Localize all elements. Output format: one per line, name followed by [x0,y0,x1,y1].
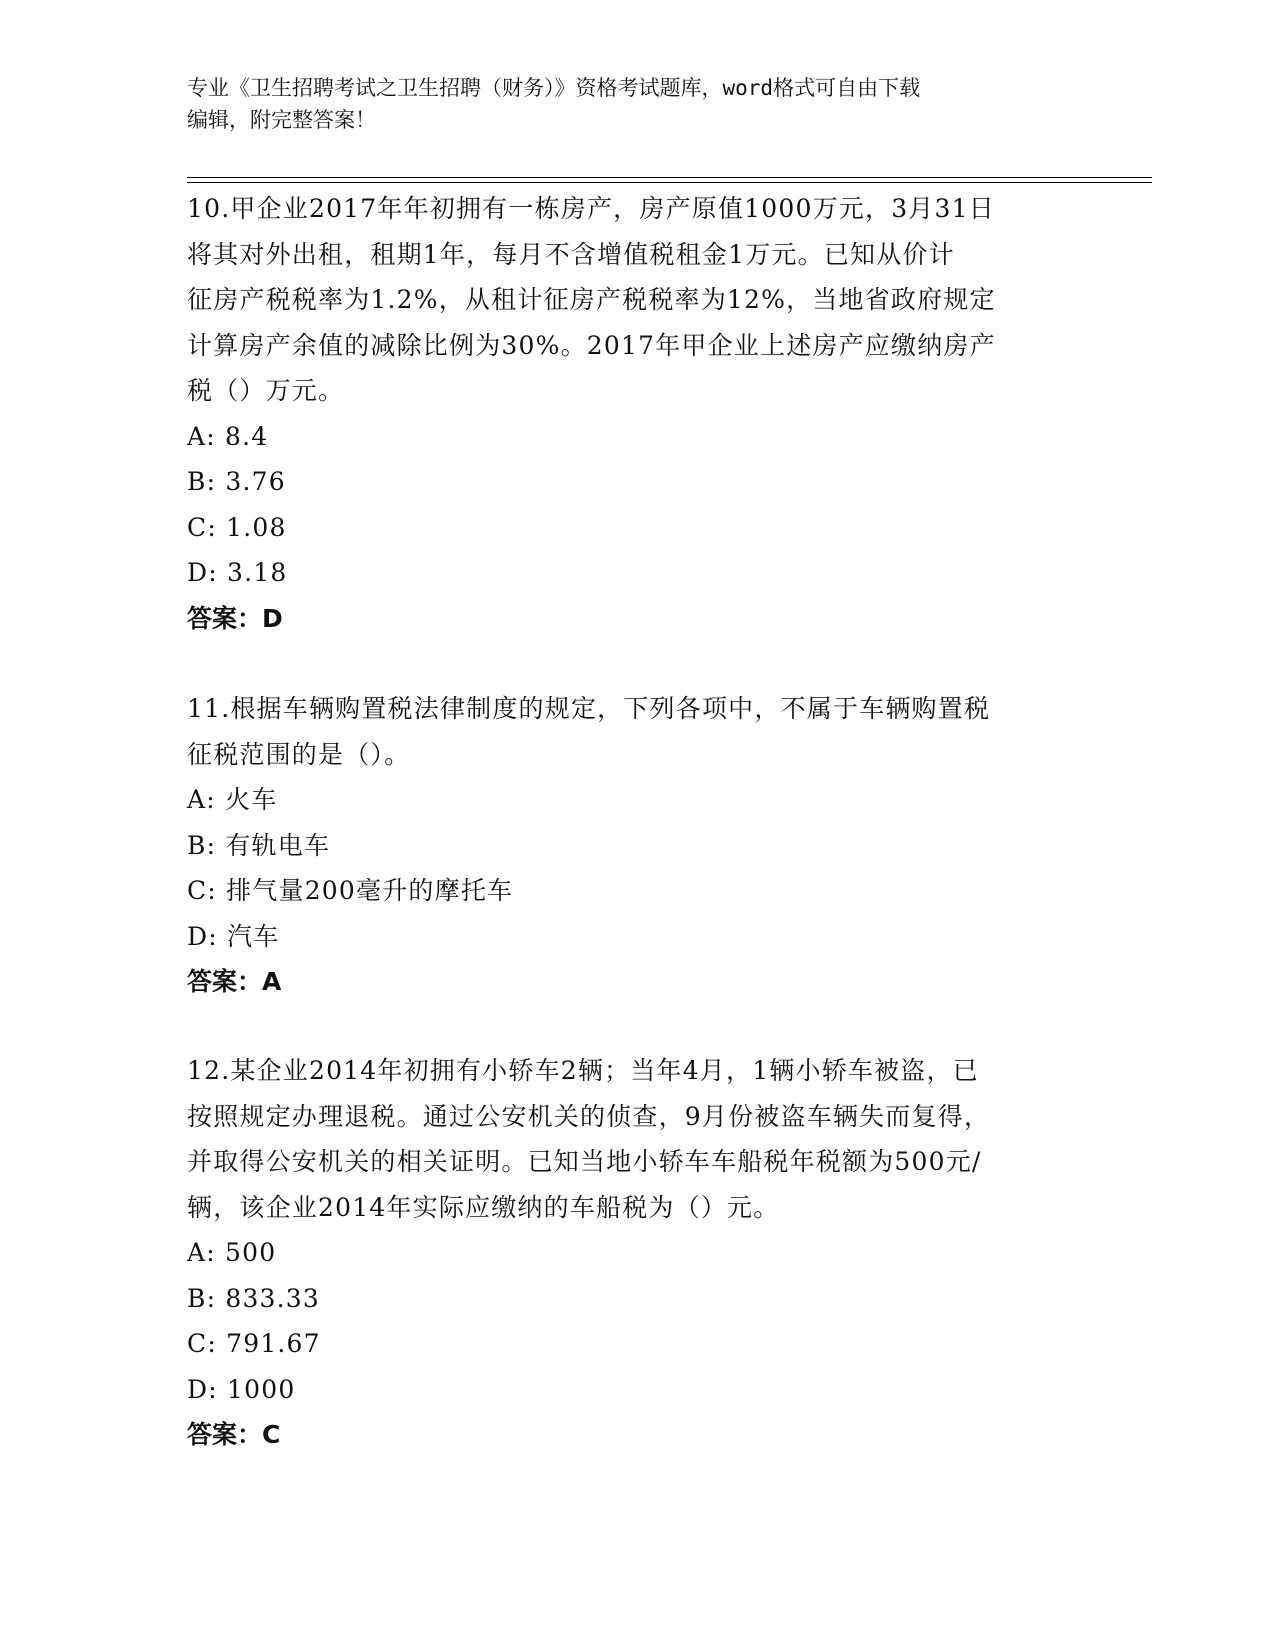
question-stem [187,186,1087,414]
option-b: B: 有轨电车 [187,830,331,860]
option-c: C: 791.67 [187,1329,321,1358]
question-12 [187,1048,1087,1458]
header-line-2: 编辑，附完整答案！ [187,108,376,132]
stem-line: 按照规定办理退税。通过公安机关的侦查，9月份被盗车辆失而复得， [187,1101,991,1131]
stem-line: 11.根据车辆购置税法律制度的规定，下列各项中，不属于车辆购置税 [187,694,991,723]
option-b: B: 3.76 [187,467,286,496]
question-10 [187,186,1087,641]
header-rule-top [187,177,1152,178]
question-11 [187,686,1087,1005]
stem-line: 计算房产余值的减除比例为30%。2017年甲企业上述房产应缴纳房产 [187,330,996,360]
option-c: C: 1.08 [187,512,287,542]
stem-line: 征税范围的是（）。 [187,739,411,769]
stem-line: 征房产税税率为1.2%，从租计征房产税税率为12%，当地省政府规定 [187,285,996,314]
option-d: D: 3.18 [187,558,288,587]
stem-line: 10.甲企业2017年年初拥有一栋房产，房产原值1000万元，3月31日 [187,194,995,223]
option-a: A: 8.4 [187,421,269,451]
stem-line: 税（）万元。 [187,376,345,405]
stem-line: 将其对外出租，租期1年，每月不含增值税租金1万元。已知从价计 [187,239,955,269]
option-a: A: 火车 [187,785,278,814]
question-stem [187,1048,1087,1230]
option-c: C: 排气量200毫升的摩托车 [187,876,514,905]
option-d: D: 汽车 [187,921,280,951]
stem-line: 12.某企业2014年初拥有小轿车2辆；当年4月，1辆小轿车被盗，已 [187,1056,979,1085]
header-rule-bottom [187,182,1152,183]
option-b: B: 833.33 [187,1283,321,1313]
stem-line: 辆，该企业2014年实际应缴纳的车船税为（）元。 [187,1192,780,1222]
document-header [187,72,1087,136]
option-a: A: 500 [187,1238,277,1267]
answer-label: 答案：C [187,1420,281,1449]
stem-line: 并取得公安机关的相关证明。已知当地小轿车车船税年税额为500元/ [187,1147,982,1176]
header-line-1: 专业《卫生招聘考试之卫生招聘（财务）》资格考试题库，word格式可自由下载 [187,76,921,100]
answer-label: 答案：D [187,603,283,633]
answer-label: 答案：A [187,967,282,996]
option-d: D: 1000 [187,1374,296,1404]
question-stem [187,686,1087,777]
